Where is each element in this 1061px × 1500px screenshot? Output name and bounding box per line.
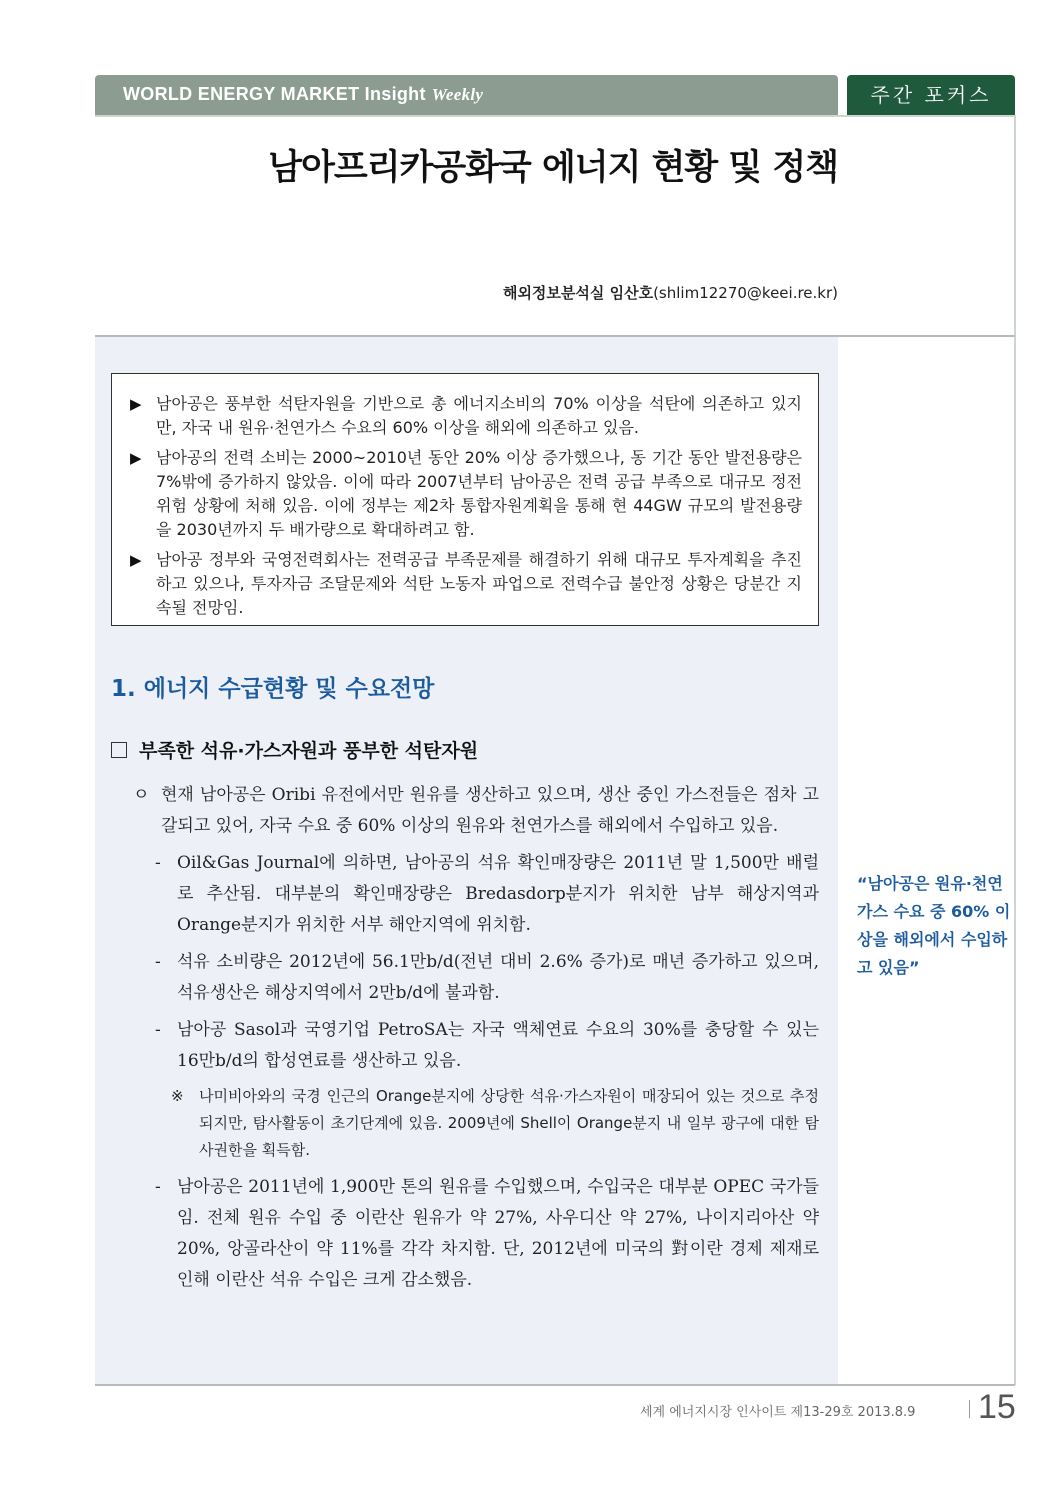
subheading-text: 부족한 석유·가스자원과 풍부한 석탄자원 bbox=[139, 740, 479, 762]
footer-divider bbox=[95, 1384, 1015, 1386]
section-title: 1. 에너지 수급현황 및 수요전망 bbox=[111, 676, 435, 702]
paragraph-text: 석유 소비량은 2012년에 56.1만b/d(전년 대비 2.6% 증가)로 매년 증가하고 있으며, 석유생산은 해상지역에서 2만b/d에 불과함. bbox=[177, 952, 819, 1003]
footer-separator bbox=[969, 1400, 970, 1418]
summary-item bbox=[128, 446, 802, 542]
summary-item bbox=[128, 392, 802, 440]
summary-text: 남아공은 풍부한 석탄자원을 기반으로 총 에너지소비의 70% 이상을 석탄에 의존하고 있지만, 자국 내 원유·천연가스 수요의 60% 이상을 해외에 의존하고 있음. bbox=[156, 394, 802, 437]
body-paragraph bbox=[111, 848, 819, 941]
summary-text: 남아공의 전력 소비는 2000~2010년 동안 20% 이상 증가했으나, 동 기간 동안 발전용량은 7%밖에 증가하지 않았음. 이에 따라 2007년부터 남아공은 전력 공급 부족으로 대규모 정전위험 상황에 처해 있음. 이에 정부는 제2차 통합자원계획을 통해 현 44GW 규모의 발전용량을 2030년까지 두 배가량으로 확대하려고 함. bbox=[156, 448, 802, 539]
header-brand bbox=[123, 84, 483, 105]
author-line bbox=[95, 282, 838, 303]
dash-marker: - bbox=[155, 1020, 161, 1040]
dash-marker: - bbox=[155, 952, 161, 972]
page-title: 남아프리카공화국 에너지 현황 및 정책 bbox=[268, 148, 838, 188]
paragraph-text: 남아공 Sasol과 국영기업 PetroSA는 자국 액체연료 수요의 30%를 충당할 수 있는 16만b/d의 합성연료를 생산하고 있음. bbox=[177, 1020, 819, 1071]
brand-text: WORLD ENERGY MARKET Insight bbox=[123, 84, 426, 104]
body-paragraph bbox=[111, 1015, 819, 1077]
header-bar bbox=[95, 75, 838, 115]
right-margin-divider bbox=[1014, 115, 1016, 1385]
footer-publication: 세계 에너지시장 인사이트 제13-29호 2013.8.9 bbox=[640, 1405, 916, 1420]
note-paragraph bbox=[111, 1083, 819, 1164]
o-marker: ㅇ bbox=[133, 785, 150, 805]
body-paragraph bbox=[111, 947, 819, 1009]
subheading bbox=[111, 736, 478, 763]
dash-marker: - bbox=[155, 1177, 161, 1197]
paragraph-text: Oil&Gas Journal에 의하면, 남아공의 석유 확인매장량은 2011년 말 1,500만 배럴로 추산됨. 대부분의 확인매장량은 Bredasdorp분지가 위치한 남부 해상지역과 Orange분지가 위치한 서부 해안지역에 위치함. bbox=[177, 853, 819, 935]
paragraph-text: 남아공은 2011년에 1,900만 톤의 원유를 수입했으며, 수입국은 대부분 OPEC 국가들임. 전체 원유 수입 중 이란산 원유가 약 27%, 사우디산 약 27%, 나이지리아산 약 20%, 앙골라산이 약 11%를 각각 차지함. 단, 2012년에 미국의 對이란 경제 제재로 인해 이란산 석유 수입은 크게 감소했음. bbox=[177, 1177, 819, 1290]
summary-text: 남아공 정부와 국영전력회사는 전력공급 부족문제를 해결하기 위해 대규모 투자계획을 추진하고 있으나, 투자자금 조달문제와 석탄 노동자 파업으로 전력수급 불안정 상황은 당분간 지속될 전망임. bbox=[156, 550, 802, 617]
note-text: 나미비아와의 국경 인근의 Orange분지에 상당한 석유·가스자원이 매장되어 있는 것으로 추정되지만, 탐사활동이 초기단계에 있음. 2009년에 Shell이 Orange분지 내 일부 광구에 대한 탐사권한을 획득함. bbox=[199, 1087, 819, 1159]
author-dept-name: 해외정보분석실 임산호 bbox=[502, 284, 654, 302]
brand-weekly: Weekly bbox=[431, 85, 484, 104]
body-text bbox=[111, 780, 819, 1302]
body-paragraph bbox=[111, 780, 819, 842]
checkbox-square-icon bbox=[111, 742, 127, 758]
focus-tab: 주간 포커스 bbox=[847, 75, 1015, 115]
author-email: (shlim12270@keei.re.kr) bbox=[653, 284, 838, 302]
pull-quote: “남아공은 원유·천연가스 수요 중 60% 이상을 해외에서 수입하고 있음” bbox=[857, 874, 1011, 977]
bullet-arrow-icon: ▶ bbox=[130, 449, 142, 467]
bullet-arrow-icon: ▶ bbox=[130, 551, 142, 569]
page-number: 15 bbox=[978, 1388, 1016, 1426]
summary-box bbox=[111, 373, 819, 626]
note-marker: ※ bbox=[171, 1087, 184, 1105]
bullet-arrow-icon: ▶ bbox=[130, 395, 142, 413]
summary-item bbox=[128, 548, 802, 620]
body-paragraph bbox=[111, 1172, 819, 1296]
dash-marker: - bbox=[155, 853, 161, 873]
header-divider bbox=[95, 115, 1015, 117]
paragraph-text: 현재 남아공은 Oribi 유전에서만 원유를 생산하고 있으며, 생산 중인 가스전들은 점차 고갈되고 있어, 자국 수요 중 60% 이상의 원유와 천연가스를 해외에서 수입하고 있음. bbox=[161, 785, 819, 836]
